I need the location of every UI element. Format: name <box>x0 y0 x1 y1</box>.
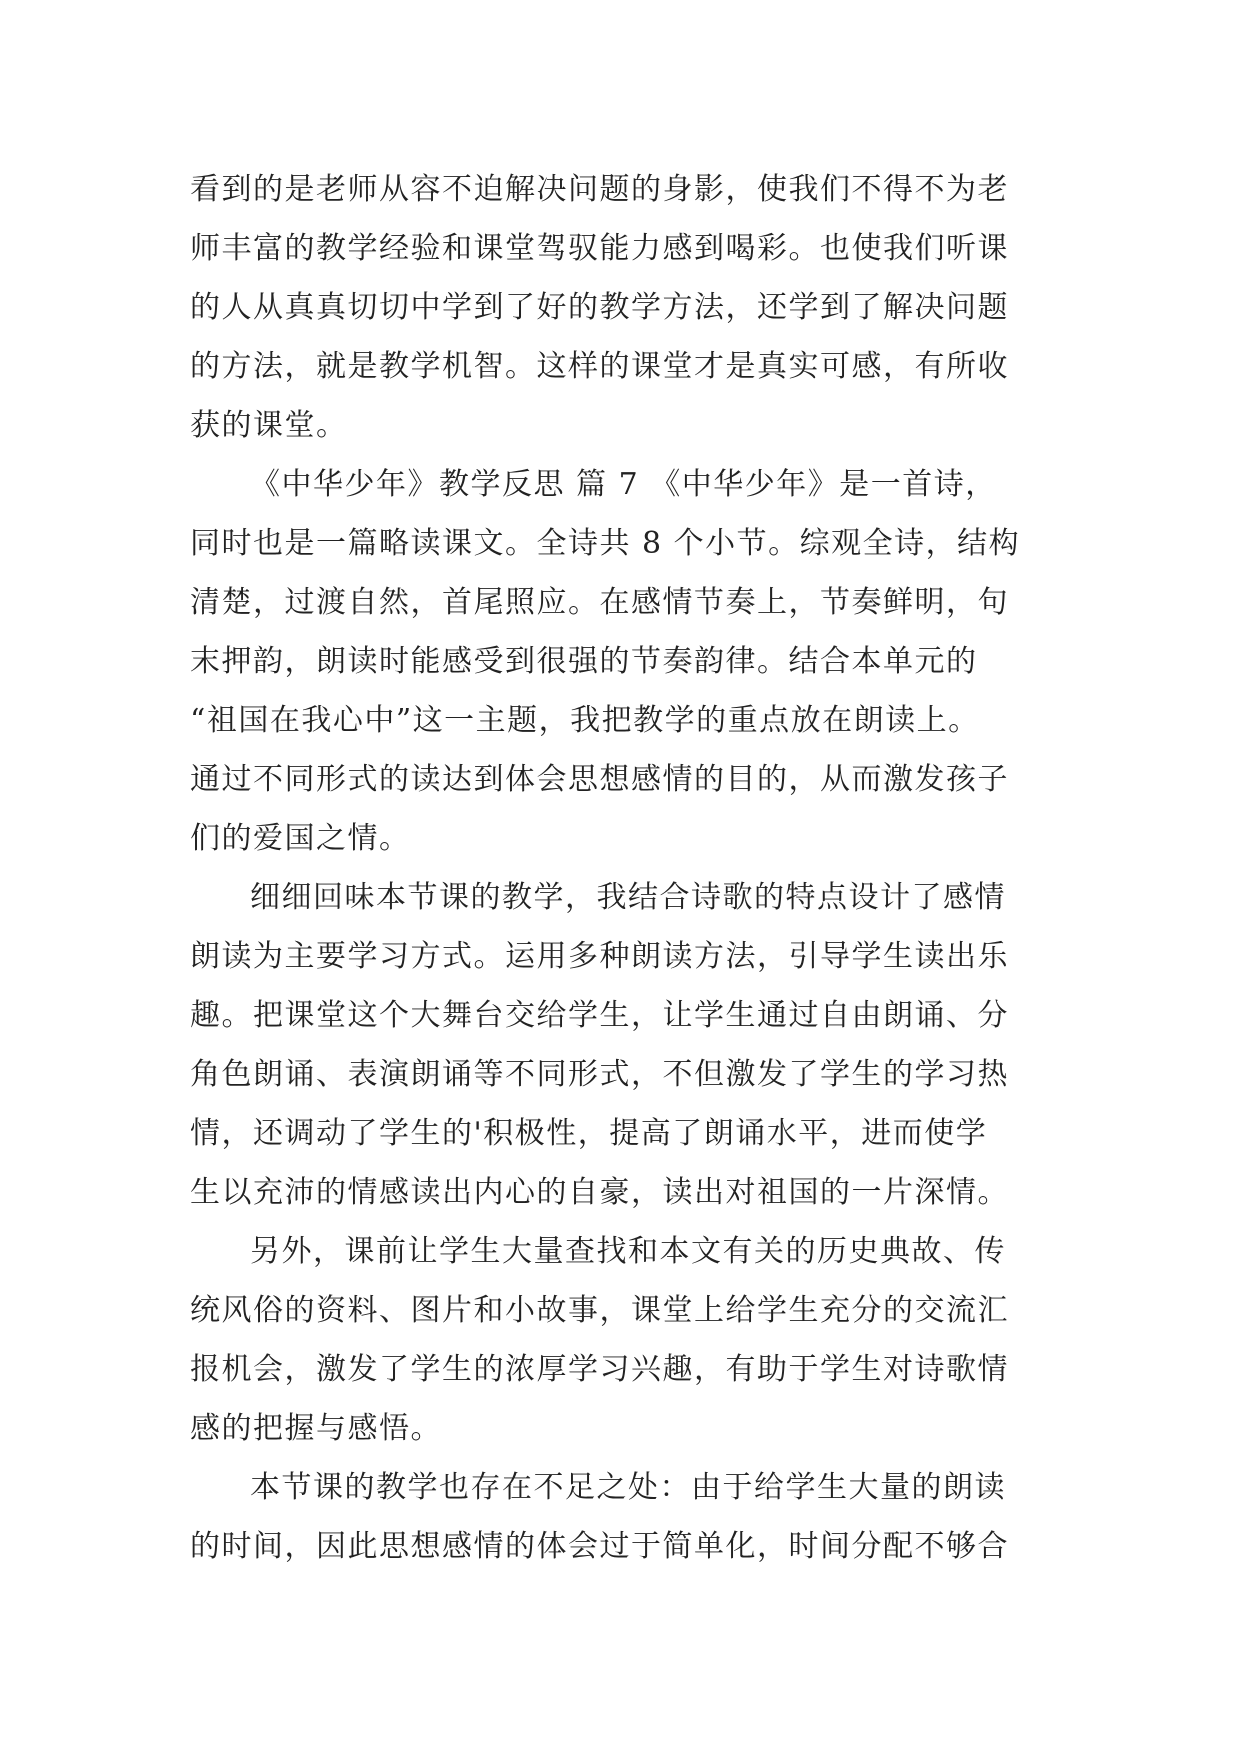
text-line: 获的课堂。 <box>190 408 348 443</box>
text-line: 的人从真真切切中学到了好的教学方法，还学到了解决问题 <box>190 290 1009 325</box>
text-line: 们的爱国之情。 <box>190 821 411 856</box>
paragraph-start-line: 本节课的教学也存在不足之处：由于给学生大量的朗读 <box>250 1470 1006 1505</box>
body-text <box>190 160 1065 1576</box>
text-line: 朗读为主要学习方式。运用多种朗读方法，引导学生读出乐 <box>190 939 1009 974</box>
text-line: 统风俗的资料、图片和小故事，课堂上给学生充分的交流汇 <box>190 1293 1009 1328</box>
text-line: 清楚，过渡自然，首尾照应。在感情节奏上，节奏鲜明，句 <box>190 585 1009 620</box>
text-line: 趣。把课堂这个大舞台交给学生，让学生通过自由朗诵、分 <box>190 998 1009 1033</box>
text-line: 报机会，激发了学生的浓厚学习兴趣，有助于学生对诗歌情 <box>190 1352 1009 1387</box>
text-line: 情，还调动了学生的'积极性，提高了朗诵水平，进而使学 <box>190 1116 988 1151</box>
text-line: 末押韵，朗读时能感受到很强的节奏韵律。结合本单元的 <box>190 644 978 679</box>
text-line: 的时间，因此思想感情的体会过于简单化，时间分配不够合 <box>190 1529 1009 1564</box>
text-line: 角色朗诵、表演朗诵等不同形式，不但激发了学生的学习热 <box>190 1057 1009 1092</box>
paragraph-start-line: 细细回味本节课的教学，我结合诗歌的特点设计了感情 <box>250 880 1006 915</box>
section-heading-line: 《中华少年》教学反思 篇 7 《中华少年》是一首诗， <box>250 467 997 502</box>
text-line: 的方法，就是教学机智。这样的课堂才是真实可感，有所收 <box>190 349 1009 384</box>
text-line: 同时也是一篇略读课文。全诗共 8 个小节。综观全诗，结构 <box>190 526 1021 561</box>
text-line: 看到的是老师从容不迫解决问题的身影，使我们不得不为老 <box>190 172 1009 207</box>
text-line: 师丰富的教学经验和课堂驾驭能力感到喝彩。也使我们听课 <box>190 231 1009 266</box>
text-line: 感的把握与感悟。 <box>190 1411 442 1446</box>
paragraph-start-line: 另外，课前让学生大量查找和本文有关的历史典故、传 <box>250 1234 1006 1269</box>
text-line: 生以充沛的情感读出内心的自豪，读出对祖国的一片深情。 <box>190 1175 1009 1210</box>
text-line: “祖国在我心中”这一主题，我把教学的重点放在朗读上。 <box>190 703 980 738</box>
text-line: 通过不同形式的读达到体会思想感情的目的，从而激发孩子 <box>190 762 1009 797</box>
